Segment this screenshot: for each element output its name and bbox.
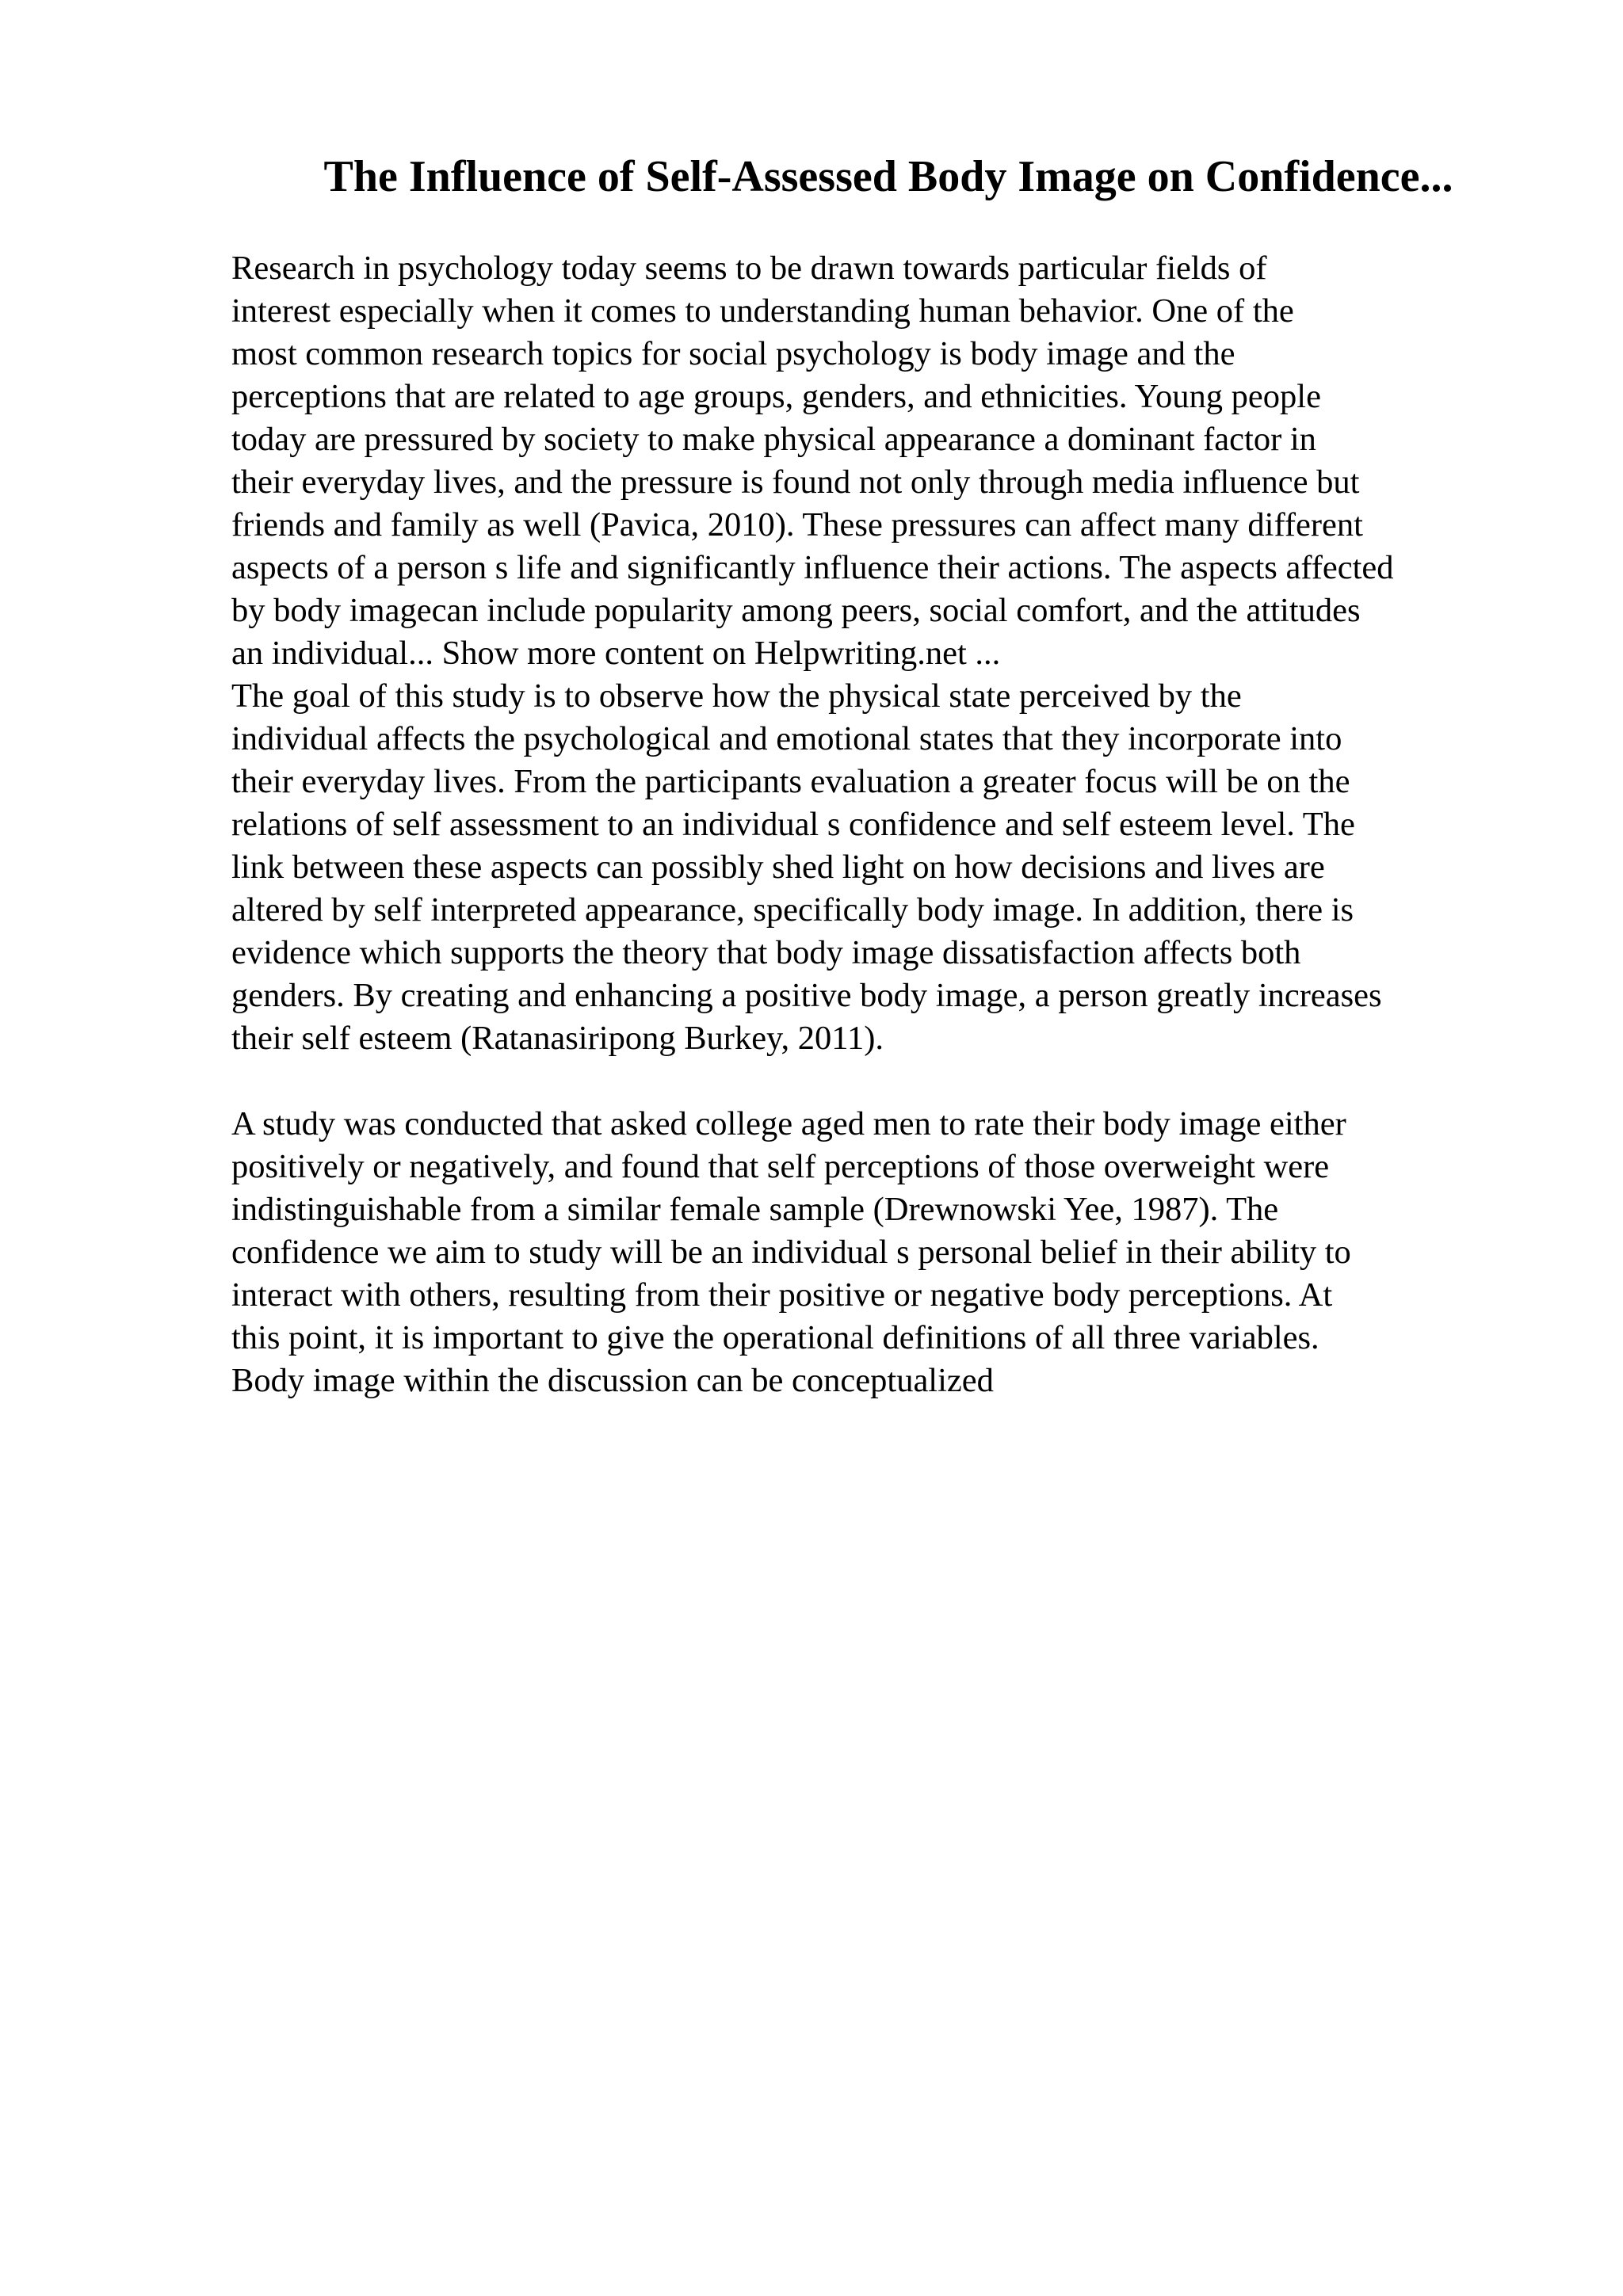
paragraph-line: A study was conducted that asked college aged men to rate their body image either xyxy=(231,1105,1346,1142)
paragraph-line: genders. By creating and enhancing a positive body image, a person greatly increases xyxy=(231,977,1382,1014)
paragraph-line: aspects of a person s life and significantly influence their actions. The aspects affected xyxy=(231,549,1394,586)
paragraph-line: confidence we aim to study will be an individual s personal belief in their ability to xyxy=(231,1234,1351,1271)
paragraph-line: individual affects the psychological and emotional states that they incorporate into xyxy=(231,720,1342,757)
paragraph-line: perceptions that are related to age groups, genders, and ethnicities. Young people xyxy=(231,378,1321,415)
paragraph-line: their everyday lives. From the participants evaluation a greater focus will be on the xyxy=(231,763,1350,800)
paragraph-line: interest especially when it comes to understanding human behavior. One of the xyxy=(231,292,1294,330)
paragraph-line: their everyday lives, and the pressure is found not only through media influence but xyxy=(231,463,1360,501)
paragraph-line: an individual... Show more content on Helpwriting.net ... xyxy=(231,635,1001,672)
paragraph-line: The goal of this study is to observe how the physical state perceived by the xyxy=(231,677,1242,715)
paragraph-line: indistinguishable from a similar female sample (Drewnowski Yee, 1987). The xyxy=(231,1191,1279,1228)
paragraph-spacer xyxy=(231,1060,1531,1103)
paragraph-line: altered by self interpreted appearance, specifically body image. In addition, there is xyxy=(231,891,1354,929)
paragraph-line: by body imagecan include popularity among peers, social comfort, and the attitudes xyxy=(231,592,1361,629)
document-body xyxy=(231,247,1531,1402)
paragraph-line: their self esteem (Ratanasiripong Burkey, 2011). xyxy=(231,1020,884,1057)
document-title: The Influence of Self-Assessed Body Image on Confidence... xyxy=(323,152,1453,201)
paragraph-line: positively or negatively, and found that self perceptions of those overweight were xyxy=(231,1148,1330,1185)
paragraph-line: friends and family as well (Pavica, 2010). These pressures can affect many different xyxy=(231,506,1363,543)
paragraph-line: Body image within the discussion can be conceptualized xyxy=(231,1362,994,1399)
paragraph-line: this point, it is important to give the operational definitions of all three variables. xyxy=(231,1319,1319,1356)
paragraph-line: link between these aspects can possibly shed light on how decisions and lives are xyxy=(231,849,1325,886)
paragraph-line: today are pressured by society to make physical appearance a dominant factor in xyxy=(231,421,1316,458)
paragraph-study-goal xyxy=(231,675,1531,1060)
paragraph-line: evidence which supports the theory that body image dissatisfaction affects both xyxy=(231,934,1301,971)
paragraph-line: most common research topics for social psychology is body image and the xyxy=(231,335,1235,372)
paragraph-line: relations of self assessment to an individual s confidence and self esteem level. The xyxy=(231,806,1355,843)
paragraph-introduction xyxy=(231,247,1531,675)
paragraph-line: Research in psychology today seems to be drawn towards particular fields of xyxy=(231,250,1267,287)
paragraph-line: interact with others, resulting from their positive or negative body perceptions. At xyxy=(231,1276,1333,1314)
paragraph-college-study xyxy=(231,1103,1531,1402)
